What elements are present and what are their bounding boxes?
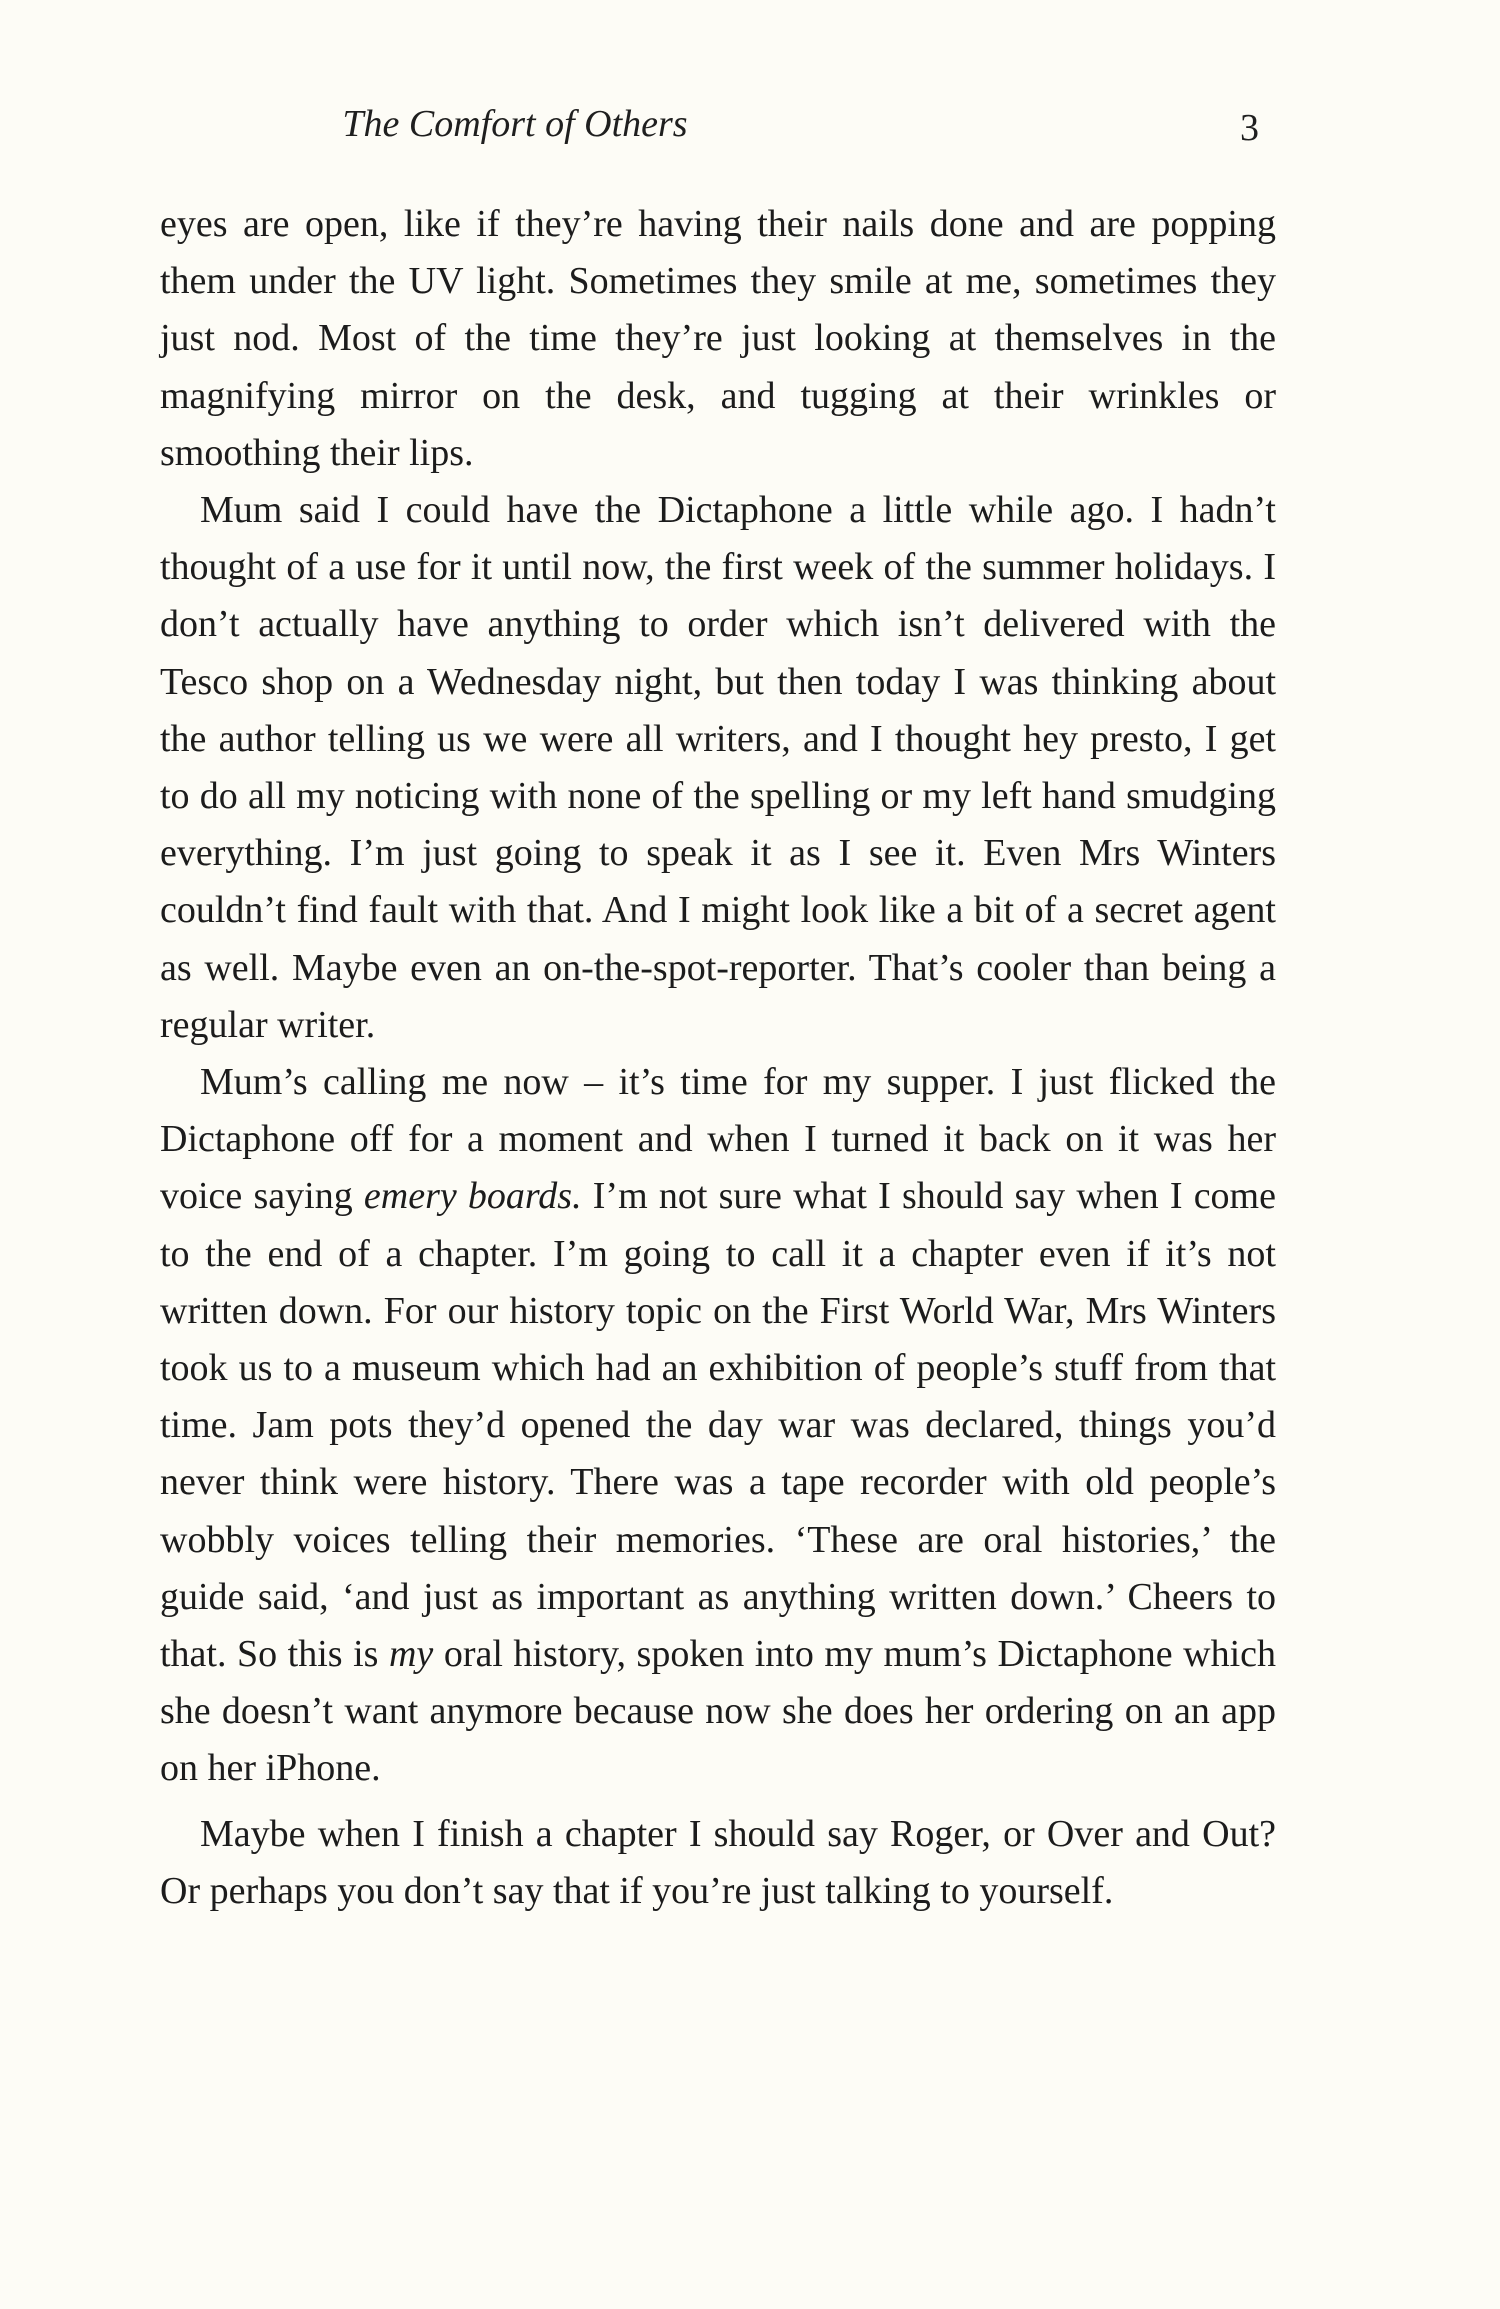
paragraph-4: Maybe when I finish a chapter I should say Roger, or Over and Out? Or perhaps you don’t say that if you’re just talking to yourself.	[160, 1812, 1276, 1912]
paragraph-3-part-3: oral history, spoken into my mum’s Dictaphone which she doesn’t want anymore because now she does her ordering on an app on her iPhone.	[160, 1633, 1276, 1790]
paragraph-3	[160, 1054, 1276, 1798]
running-head-title: The Comfort of Others	[342, 103, 688, 145]
paragraph-3-emphasis-1: emery boards.	[363, 1175, 582, 1218]
paragraph-3-part-2: I’m not sure what I should say when I come to the end of a chapter. I’m going to call it a chapter even if it’s not written down. For our history topic on the First World War, Mrs Winters took us to a museum which had an exhibition of people’s stuff from that time. Jam pots they’d opened the day war was declared, things you’d never think were history. There was a tape recorder with old people’s wobbly voices telling their memories. ‘These are oral histories,’ the guide said, ‘and just as important as anything written down.’ Cheers to that. So this is	[160, 1175, 1276, 1676]
paragraph-3-emphasis-2: my	[388, 1633, 434, 1676]
page-number: 3	[1240, 107, 1259, 149]
paragraph-2: Mum said I could have the Dictaphone a little while ago. I hadn’t thought of a use for it until now, the first week of the summer holidays. I don’t actually have anything to order which isn’t delivered with the Tesco shop on a Wednesday night, but then today I was thinking about the author telling us we were all writers, and I thought hey presto, I get to do all my noticing with none of the spelling or my left hand smudging everything. I’m just going to speak it as I see it. Even Mrs Winters couldn’t find fault with that. And I might look like a bit of a secret agent as well. Maybe even an on-the-spot-reporter. That’s cooler than being a regular writer.	[160, 489, 1276, 1046]
body-text	[160, 196, 1276, 1920]
paragraph-1: eyes are open, like if they’re having their nails done and are popping them under the UV light. Sometimes they smile at me, sometimes they just nod. Most of the time they’re just looking at themselves in the magnifying mirror on the desk, and tugging at their wrinkles or smoothing their lips.	[160, 203, 1276, 474]
paragraph-3-part-1: Mum’s calling me now – it’s time for my supper. I just flicked the Dictaphone off for a moment and when I turned it back on it was her voice saying	[160, 1061, 1276, 1218]
